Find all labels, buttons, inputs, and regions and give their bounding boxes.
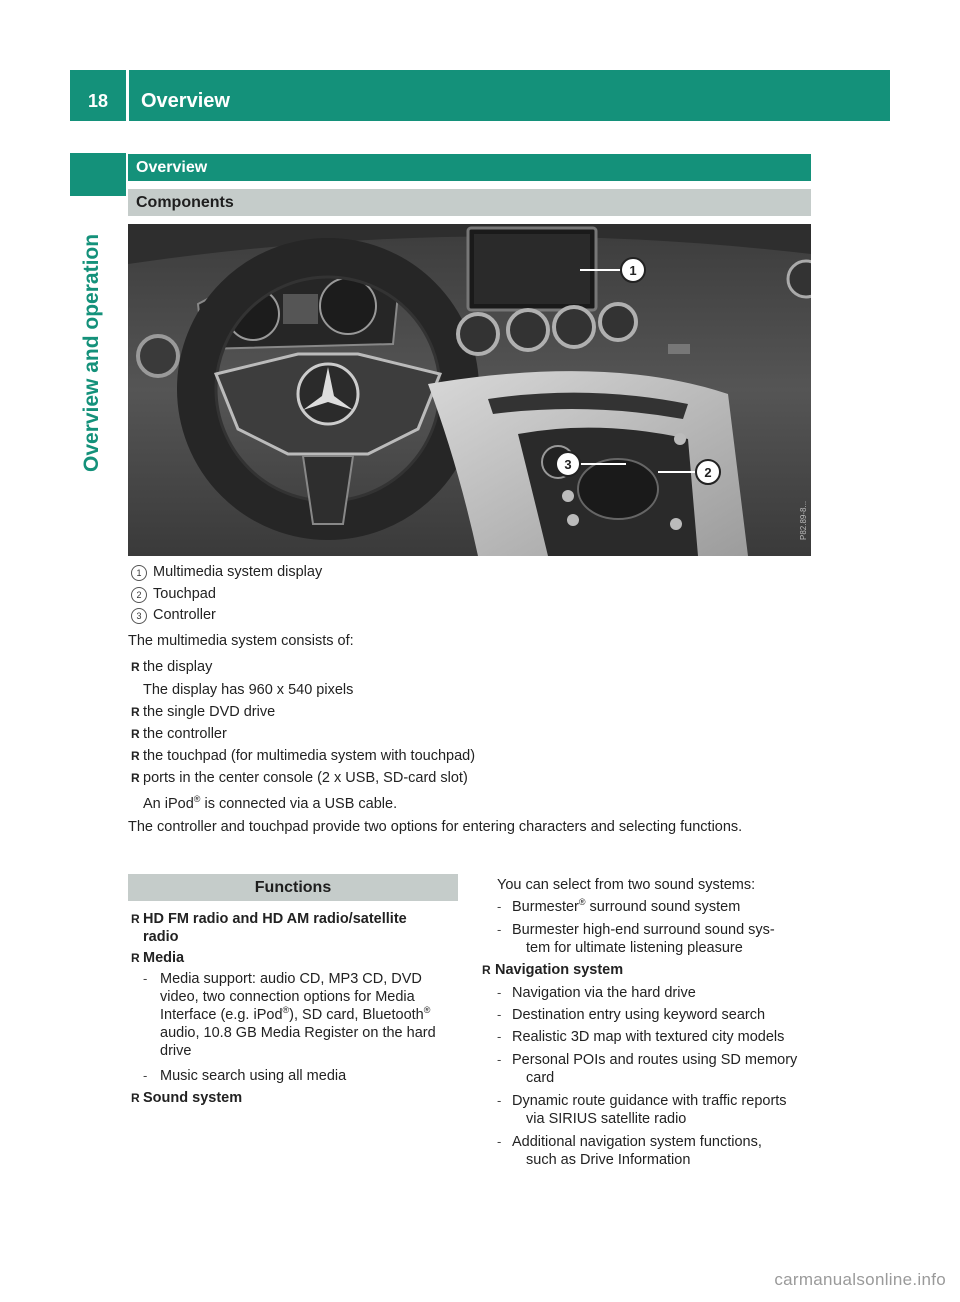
sound-intro: You can select from two sound systems: <box>497 877 756 893</box>
feature-navigation: Navigation system <box>495 962 624 978</box>
legend-num: 1 <box>131 565 147 581</box>
dash: - <box>497 899 502 914</box>
callout-2-icon <box>696 460 720 484</box>
sidebar-label: Overview and operation <box>80 233 103 472</box>
bullet: R <box>131 660 140 674</box>
media-line: Interface (e.g. iPod®), SD card, Bluetooth® <box>160 1005 431 1023</box>
dash: - <box>497 1093 502 1108</box>
nav-item: Dynamic route guidance with traffic reports <box>512 1093 787 1109</box>
dash: - <box>497 1007 502 1022</box>
burmester-option: Burmester high-end surround sound sys- <box>512 922 775 938</box>
feature-media: Media <box>143 950 185 966</box>
functions-title: Functions <box>128 874 458 901</box>
legend-text: Multimedia system display <box>153 564 323 580</box>
list-item: the display <box>143 659 213 675</box>
nav-item-cont: card <box>526 1070 555 1086</box>
nav-item-cont: such as Drive Information <box>526 1152 691 1168</box>
header-title: Overview <box>141 90 230 112</box>
sidebar-tab <box>70 153 126 196</box>
media-line: audio, 10.8 GB Media Register on the hard <box>160 1025 436 1041</box>
callout-1-icon <box>621 258 645 282</box>
page-number: 18 <box>87 91 109 111</box>
media-line: drive <box>160 1043 192 1059</box>
dash: - <box>143 971 148 986</box>
intro-text: The multimedia system consists of: <box>128 633 354 649</box>
legend-text: Controller <box>153 607 216 623</box>
cockpit-photo <box>128 224 811 556</box>
header-separator <box>126 70 129 121</box>
nav-item: Realistic 3D map with textured city models <box>512 1029 785 1045</box>
bullet: R <box>131 727 140 741</box>
dash: - <box>497 985 502 1000</box>
nav-item-cont: via SIRIUS satellite radio <box>526 1111 687 1127</box>
svg-text:2: 2 <box>704 465 712 480</box>
music-search: Music search using all media <box>160 1068 347 1084</box>
legend-text: Touchpad <box>153 586 216 602</box>
svg-text:1: 1 <box>629 263 637 278</box>
dash: - <box>497 1052 502 1067</box>
list-item: the controller <box>143 726 227 742</box>
bullet: R <box>131 749 140 763</box>
figure-id: P82.89-8... <box>799 500 808 540</box>
feature-hd-radio-cont: radio <box>143 929 179 945</box>
media-line: video, two connection options for Media <box>160 989 415 1005</box>
dash: - <box>497 1029 502 1044</box>
bullet: R <box>482 963 491 977</box>
list-item: ports in the center console (2 x USB, SD-card slot) <box>143 770 468 786</box>
legend-num: 2 <box>131 587 147 603</box>
burmester-option-cont: tem for ultimate listening pleasure <box>526 940 743 956</box>
bullet: R <box>131 912 140 926</box>
burmester-option: Burmester® surround sound system <box>512 897 741 915</box>
svg-text:3: 3 <box>564 457 572 472</box>
section-subtitle: Components <box>128 189 811 216</box>
feature-hd-radio: HD FM radio and HD AM radio/satellite <box>143 911 407 927</box>
callout-3-icon <box>556 452 580 476</box>
list-item-note: The display has 960 x 540 pixels <box>143 682 354 698</box>
media-line: Media support: audio CD, MP3 CD, DVD <box>160 971 422 987</box>
nav-item: Personal POIs and routes using SD memory <box>512 1052 798 1068</box>
closing-text: The controller and touchpad provide two options for entering characters and selecting functions. <box>128 819 743 835</box>
nav-item: Destination entry using keyword search <box>512 1007 766 1023</box>
dash: - <box>143 1068 148 1083</box>
nav-item: Navigation via the hard drive <box>512 985 696 1001</box>
list-item: the touchpad (for multimedia system with touchpad) <box>143 748 476 764</box>
section-title: Overview <box>128 154 811 181</box>
watermark: carmanualsonline.info <box>774 1270 946 1289</box>
bullet: R <box>131 951 140 965</box>
list-item: the single DVD drive <box>143 704 276 720</box>
nav-item: Additional navigation system functions, <box>512 1134 762 1150</box>
legend-num: 3 <box>131 608 147 624</box>
bullet: R <box>131 705 140 719</box>
feature-sound: Sound system <box>143 1090 243 1106</box>
page-header <box>70 70 890 121</box>
ipod-note: An iPod® is connected via a USB cable. <box>143 794 398 812</box>
bullet: R <box>131 1091 140 1105</box>
dash: - <box>497 922 502 937</box>
dash: - <box>497 1134 502 1149</box>
bullet: R <box>131 771 140 785</box>
